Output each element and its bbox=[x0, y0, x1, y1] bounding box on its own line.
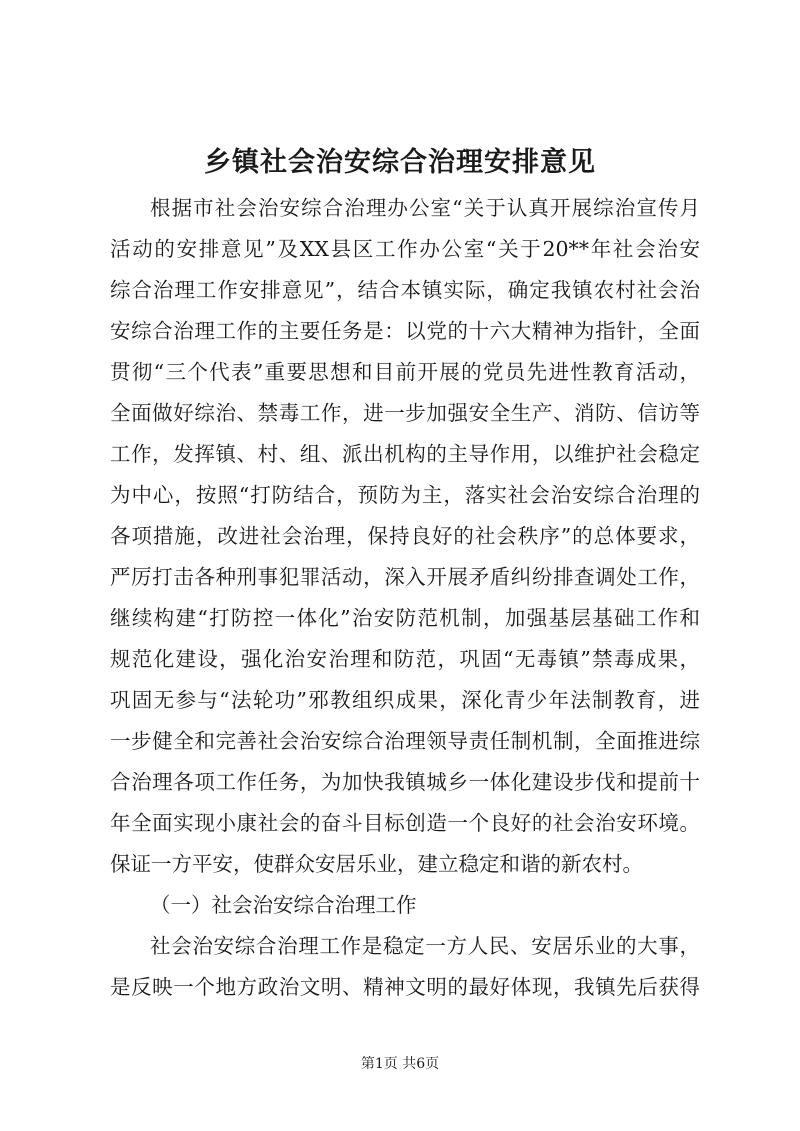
paragraph-line: 社会治安综合治理工作是稳定一方人民、安居乐业的大事， bbox=[150, 934, 700, 958]
paragraph-line: 全面做好综治、禁毒工作，进一步加强安全生产、消防、信访等 bbox=[110, 401, 700, 425]
paragraph-line: 严厉打击各种刑事犯罪活动，深入开展矛盾纠纷排查调处工作， bbox=[110, 565, 700, 589]
paragraph-line: 规范化建设，强化治安治理和防范，巩固“无毒镇”禁毒成果， bbox=[110, 647, 700, 671]
paragraph-line: 贯彻“三个代表”重要思想和目前开展的党员先进性教育活动， bbox=[110, 360, 700, 384]
paragraph-line: 合治理各项工作任务，为加快我镇城乡一体化建设步伐和提前十 bbox=[110, 770, 700, 794]
paragraph-line: 根据市社会治安综合治理办公室“关于认真开展综治宣传月 bbox=[150, 196, 700, 220]
paragraph-line: 年全面实现小康社会的奋斗目标创造一个良好的社会治安环境。 bbox=[110, 811, 700, 835]
paragraph-line: 工作，发挥镇、村、组、派出机构的主导作用，以维护社会稳定 bbox=[110, 442, 700, 466]
paragraph-line: 保证一方平安，使群众安居乐业，建立稳定和谐的新农村。 bbox=[110, 852, 643, 876]
document-title: 乡镇社会治安综合治理安排意见 bbox=[204, 147, 596, 178]
paragraph-line: 安综合治理工作的主要任务是：以党的十六大精神为指针，全面 bbox=[110, 319, 700, 343]
paragraph-line: 是反映一个地方政治文明、精神文明的最好体现，我镇先后获得 bbox=[110, 975, 700, 999]
paragraph-line: 巩固无参与“法轮功”邪教组织成果，深化青少年法制教育，进 bbox=[110, 688, 700, 712]
paragraph-line: 综合治理工作安排意见”，结合本镇实际，确定我镇农村社会治 bbox=[110, 278, 700, 302]
paragraph-line: 活动的安排意见”及XX县区工作办公室“关于20**年社会治安 bbox=[110, 237, 700, 261]
paragraph-line: 各项措施，改进社会治理，保持良好的社会秩序”的总体要求， bbox=[110, 524, 700, 548]
paragraph-line: 继续构建“打防控一体化”治安防范机制，加强基层基础工作和 bbox=[110, 606, 700, 630]
page-footer: 第1页 共6页 bbox=[360, 1056, 440, 1072]
section-heading: （一）社会治安综合治理工作 bbox=[150, 893, 417, 917]
paragraph-line: 一步健全和完善社会治安综合治理领导责任制机制，全面推进综 bbox=[110, 729, 700, 753]
paragraph-line: 为中心，按照“打防结合，预防为主，落实社会治安综合治理的 bbox=[110, 483, 700, 507]
